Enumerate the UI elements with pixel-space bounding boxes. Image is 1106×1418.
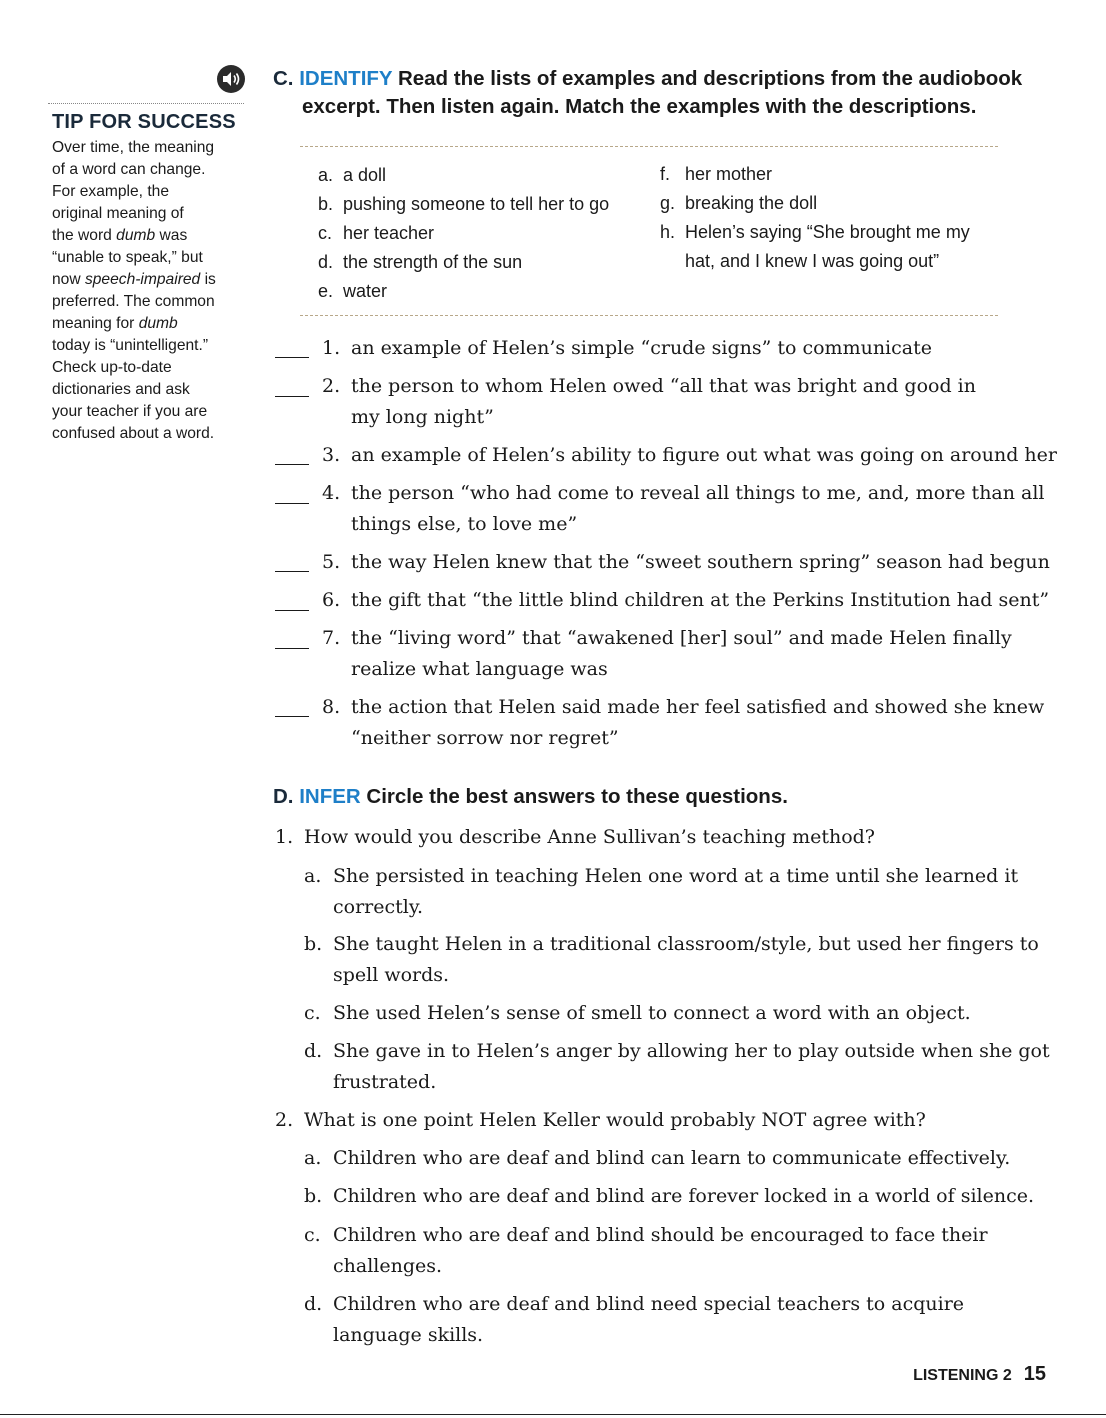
section-c-instruction-1: Read the lists of examples and descriptions from the audiobook bbox=[397, 67, 1023, 90]
tip-line: Over time, the meaning bbox=[52, 139, 215, 156]
item-2-text-cont: my long night” bbox=[351, 406, 494, 428]
answer-blank-8[interactable] bbox=[275, 716, 309, 717]
tip-line: the word dumb was bbox=[52, 227, 188, 244]
tip-line: preferred. The common bbox=[52, 293, 215, 310]
audio-speaker-icon[interactable] bbox=[217, 65, 245, 93]
section-c-keyword: IDENTIFY bbox=[299, 67, 393, 90]
item-7-text: the “living word” that “awakened [her] soul” and made Helen finally bbox=[351, 627, 1012, 649]
item-number: 1. bbox=[322, 337, 341, 359]
item-number: 5. bbox=[322, 551, 341, 573]
q1-answer-d[interactable]: She gave in to Helen’s anger by allowing her to play outside when she got bbox=[333, 1040, 1050, 1062]
option-b: b. pushing someone to tell her to go bbox=[318, 194, 610, 214]
item-8-text-cont: “neither sorrow nor regret” bbox=[351, 727, 619, 749]
tip-line: dictionaries and ask bbox=[52, 381, 190, 398]
answer-blank-7[interactable] bbox=[275, 648, 309, 649]
item-6-text: the gift that “the little blind children at the Perkins Institution had sent” bbox=[351, 589, 1050, 611]
item-number: 2. bbox=[322, 375, 341, 397]
question-number: 2. bbox=[275, 1109, 294, 1131]
question-2-text: What is one point Helen Keller would probably NOT agree with? bbox=[304, 1109, 926, 1131]
tip-line: today is “unintelligent.” bbox=[52, 337, 209, 354]
page-footer bbox=[913, 1363, 1046, 1386]
q2-answer-c[interactable]: Children who are deaf and blind should be encouraged to face their bbox=[333, 1224, 988, 1246]
section-d-heading bbox=[273, 783, 788, 811]
section-d-instruction: Circle the best answers to these questions. bbox=[366, 785, 788, 808]
option-e: e. water bbox=[318, 281, 388, 301]
answer-letter[interactable]: d. bbox=[304, 1040, 323, 1062]
q1-answer-c[interactable]: She used Helen’s sense of smell to connect a word with an object. bbox=[333, 1002, 971, 1024]
answer-blank-5[interactable] bbox=[275, 571, 309, 572]
item-4-text-cont: things else, to love me” bbox=[351, 513, 578, 535]
item-3-text: an example of Helen’s ability to figure out what was going on around her bbox=[351, 444, 1057, 466]
answer-blank-6[interactable] bbox=[275, 610, 309, 611]
q1-answer-a-cont[interactable]: correctly. bbox=[333, 896, 424, 918]
q2-answer-a[interactable]: Children who are deaf and blind can learn to communicate effectively. bbox=[333, 1147, 1011, 1169]
item-number: 6. bbox=[322, 589, 341, 611]
q1-answer-a[interactable]: She persisted in teaching Helen one word at a time until she learned it bbox=[333, 865, 1019, 887]
q2-answer-d-cont[interactable]: language skills. bbox=[333, 1324, 484, 1346]
tip-line: Check up-to-date bbox=[52, 359, 172, 376]
item-number: 8. bbox=[322, 696, 341, 718]
options-bottom-rule bbox=[300, 315, 998, 316]
option-h: h. Helen’s saying “She brought me my bbox=[660, 222, 970, 242]
section-d-keyword: INFER bbox=[299, 785, 361, 808]
option-a: a. a doll bbox=[318, 165, 387, 185]
footer-label: LISTENING 2 bbox=[913, 1367, 1012, 1384]
tip-line: your teacher if you are bbox=[52, 403, 208, 420]
tip-line: “unable to speak,” but bbox=[52, 249, 203, 266]
item-number: 3. bbox=[322, 444, 341, 466]
tip-line: confused about a word. bbox=[52, 425, 215, 442]
item-1-text: an example of Helen’s simple “crude signs” to communicate bbox=[351, 337, 932, 359]
q1-answer-b-cont[interactable]: spell words. bbox=[333, 964, 450, 986]
section-d-letter: D. bbox=[273, 785, 294, 808]
option-d: d. the strength of the sun bbox=[318, 252, 523, 272]
tip-line: meaning for dumb bbox=[52, 315, 178, 332]
tip-line: original meaning of bbox=[52, 205, 184, 222]
section-c-instruction-2: excerpt. Then listen again. Match the examples with the descriptions. bbox=[302, 95, 977, 118]
item-5-text: the way Helen knew that the “sweet southern spring” season had begun bbox=[351, 551, 1050, 573]
option-g: g. breaking the doll bbox=[660, 193, 818, 213]
q2-answer-b[interactable]: Children who are deaf and blind are forever locked in a world of silence. bbox=[333, 1185, 1035, 1207]
item-2-text: the person to whom Helen owed “all that was bright and good in bbox=[351, 375, 976, 397]
options-top-rule bbox=[300, 146, 998, 147]
item-4-text: the person “who had come to reveal all things to me, and, more than all bbox=[351, 482, 1045, 504]
answer-blank-1[interactable] bbox=[275, 357, 309, 358]
question-1-text: How would you describe Anne Sullivan’s teaching method? bbox=[304, 826, 875, 848]
answer-blank-2[interactable] bbox=[275, 396, 309, 397]
page-bottom-rule bbox=[0, 1414, 1106, 1415]
item-7-text-cont: realize what language was bbox=[351, 658, 608, 680]
item-number: 4. bbox=[322, 482, 341, 504]
q1-answer-d-cont[interactable]: frustrated. bbox=[333, 1071, 437, 1093]
answer-letter[interactable]: c. bbox=[304, 1002, 321, 1024]
item-number: 7. bbox=[322, 627, 341, 649]
tip-line: For example, the bbox=[52, 183, 170, 200]
tip-line: now speech-impaired is bbox=[52, 271, 216, 288]
answer-blank-4[interactable] bbox=[275, 503, 309, 504]
section-c-heading bbox=[273, 65, 1022, 93]
tip-body bbox=[52, 137, 250, 445]
option-c: c. her teacher bbox=[318, 223, 435, 243]
q1-answer-b[interactable]: She taught Helen in a traditional classroom/style, but used her fingers to bbox=[333, 933, 1039, 955]
tip-line: of a word can change. bbox=[52, 161, 206, 178]
answer-letter[interactable]: d. bbox=[304, 1293, 323, 1315]
question-number: 1. bbox=[275, 826, 294, 848]
answer-letter[interactable]: a. bbox=[304, 1147, 322, 1169]
tip-divider bbox=[48, 103, 244, 104]
answer-blank-3[interactable] bbox=[275, 464, 309, 465]
option-h-continued: hat, and I knew I was going out” bbox=[685, 251, 940, 271]
q2-answer-c-cont[interactable]: challenges. bbox=[333, 1255, 443, 1277]
item-8-text: the action that Helen said made her feel satisfied and showed she knew bbox=[351, 696, 1045, 718]
answer-letter[interactable]: b. bbox=[304, 933, 323, 955]
tip-title: TIP FOR SUCCESS bbox=[52, 111, 236, 133]
answer-letter[interactable]: a. bbox=[304, 865, 322, 887]
answer-letter[interactable]: b. bbox=[304, 1185, 323, 1207]
option-f: f. her mother bbox=[660, 164, 773, 184]
answer-letter[interactable]: c. bbox=[304, 1224, 321, 1246]
page-number: 15 bbox=[1023, 1363, 1046, 1385]
q2-answer-d[interactable]: Children who are deaf and blind need special teachers to acquire bbox=[333, 1293, 965, 1315]
section-c-letter: C. bbox=[273, 67, 294, 90]
